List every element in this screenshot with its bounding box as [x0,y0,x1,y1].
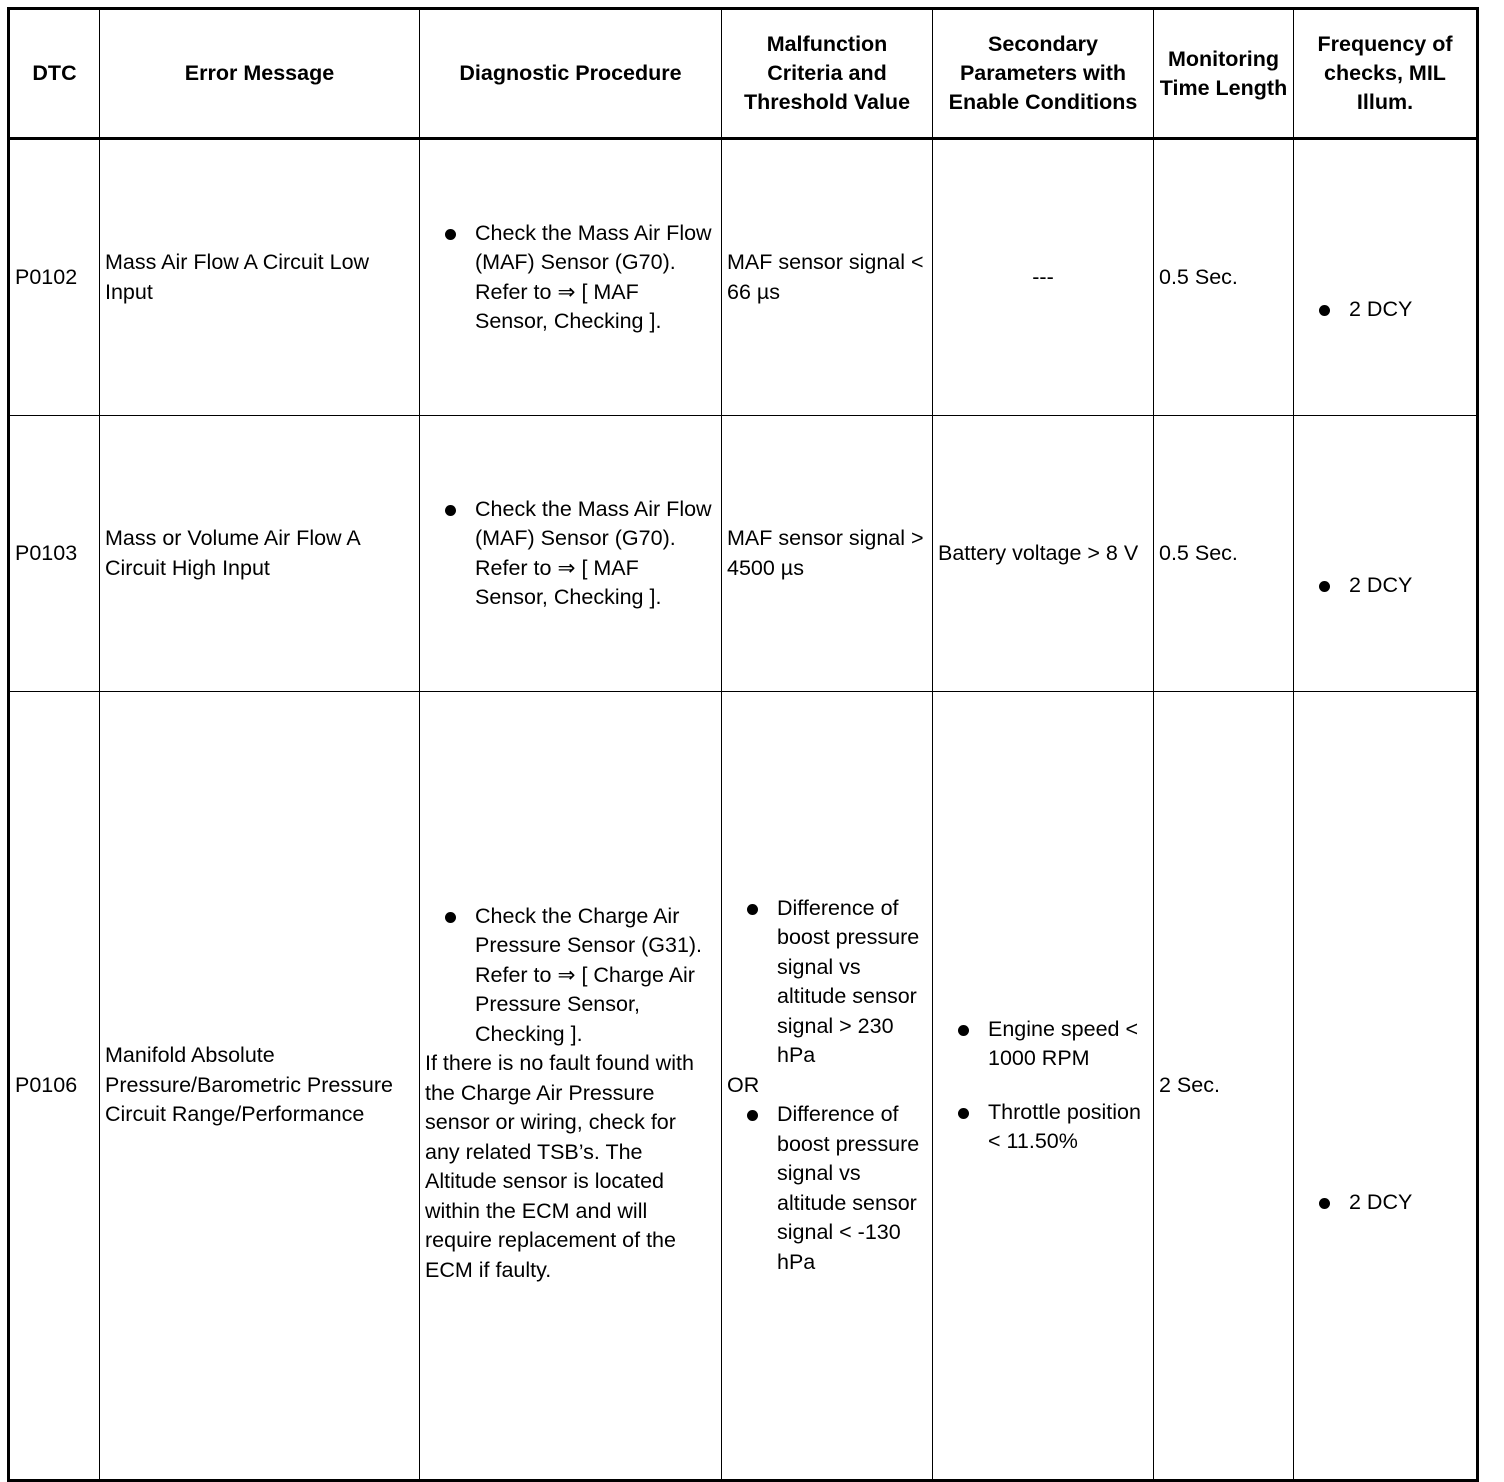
dtc-code: P0106 [9,692,100,1481]
frequency-bullet: 2 DCY [1299,1188,1471,1218]
criteria-list-2 [727,1100,927,1277]
header-row [9,9,1478,139]
table-row [9,139,1478,416]
procedure-bullet: Check the Mass Air Flow (MAF) Sensor (G70). Refer to ⇒ [ MAF Sensor, Checking ]. [425,219,716,337]
header-monitoring-time: Monitoring Time Length [1154,9,1294,139]
frequency [1294,692,1478,1481]
header-frequency: Frequency of checks, MIL Illum. [1294,9,1478,139]
header-secondary-parameters: Secondary Parameters with Enable Conditions [933,9,1154,139]
dtc-table [7,7,1479,1482]
diagnostic-procedure [420,692,722,1481]
monitoring-time: 0.5 Sec. [1154,416,1294,692]
frequency-list [1299,571,1471,601]
procedure-list [425,219,716,337]
frequency [1294,416,1478,692]
header-malfunction-criteria: Malfunction Criteria and Threshold Value [722,9,933,139]
secondary-parameters [933,692,1154,1481]
header-diagnostic-procedure: Diagnostic Procedure [420,9,722,139]
frequency-list [1299,295,1471,325]
malfunction-criteria: MAF sensor signal < 66 µs [722,139,933,416]
procedure-list [425,495,716,613]
dtc-code: P0102 [9,139,100,416]
secondary-parameters: Battery voltage > 8 V [933,416,1154,692]
secondary-bullet: Throttle position < 11.50% [938,1098,1148,1157]
frequency-bullet: 2 DCY [1299,571,1471,601]
malfunction-criteria: MAF sensor signal > 4500 µs [722,416,933,692]
procedure-note: If there is no fault found with the Charge Air Pressure sensor or wiring, check for any related TSB’s. The Altitude sensor is located within the ECM and will require replacement of the ECM if faulty. [425,1051,694,1282]
criteria-list-1 [727,894,927,1071]
dtc-code: P0103 [9,416,100,692]
header-error-message: Error Message [100,9,420,139]
monitoring-time: 2 Sec. [1154,692,1294,1481]
procedure-bullet: Check the Mass Air Flow (MAF) Sensor (G70). Refer to ⇒ [ MAF Sensor, Checking ]. [425,495,716,613]
error-message: Mass or Volume Air Flow A Circuit High Input [100,416,420,692]
procedure-bullet: Check the Charge Air Pressure Sensor (G31). Refer to ⇒ [ Charge Air Pressure Sensor, Checking ]. [425,902,716,1050]
table-row [9,416,1478,692]
table-row [9,692,1478,1481]
frequency-list [1299,1188,1471,1218]
frequency-bullet: 2 DCY [1299,295,1471,325]
frequency [1294,139,1478,416]
criteria-bullet: Difference of boost pressure signal vs altitude sensor signal > 230 hPa [727,894,927,1071]
header-dtc: DTC [9,9,100,139]
criteria-bullet: Difference of boost pressure signal vs altitude sensor signal < -130 hPa [727,1100,927,1277]
error-message: Mass Air Flow A Circuit Low Input [100,139,420,416]
diagnostic-procedure [420,139,722,416]
malfunction-criteria [722,692,933,1481]
criteria-or: OR [727,1072,760,1097]
secondary-bullet: Engine speed < 1000 RPM [938,1015,1148,1074]
monitoring-time: 0.5 Sec. [1154,139,1294,416]
secondary-list [938,1015,1148,1157]
error-message: Manifold Absolute Pressure/Barometric Pressure Circuit Range/Performance [100,692,420,1481]
secondary-parameters: --- [933,139,1154,416]
procedure-list [425,902,716,1050]
diagnostic-procedure [420,416,722,692]
